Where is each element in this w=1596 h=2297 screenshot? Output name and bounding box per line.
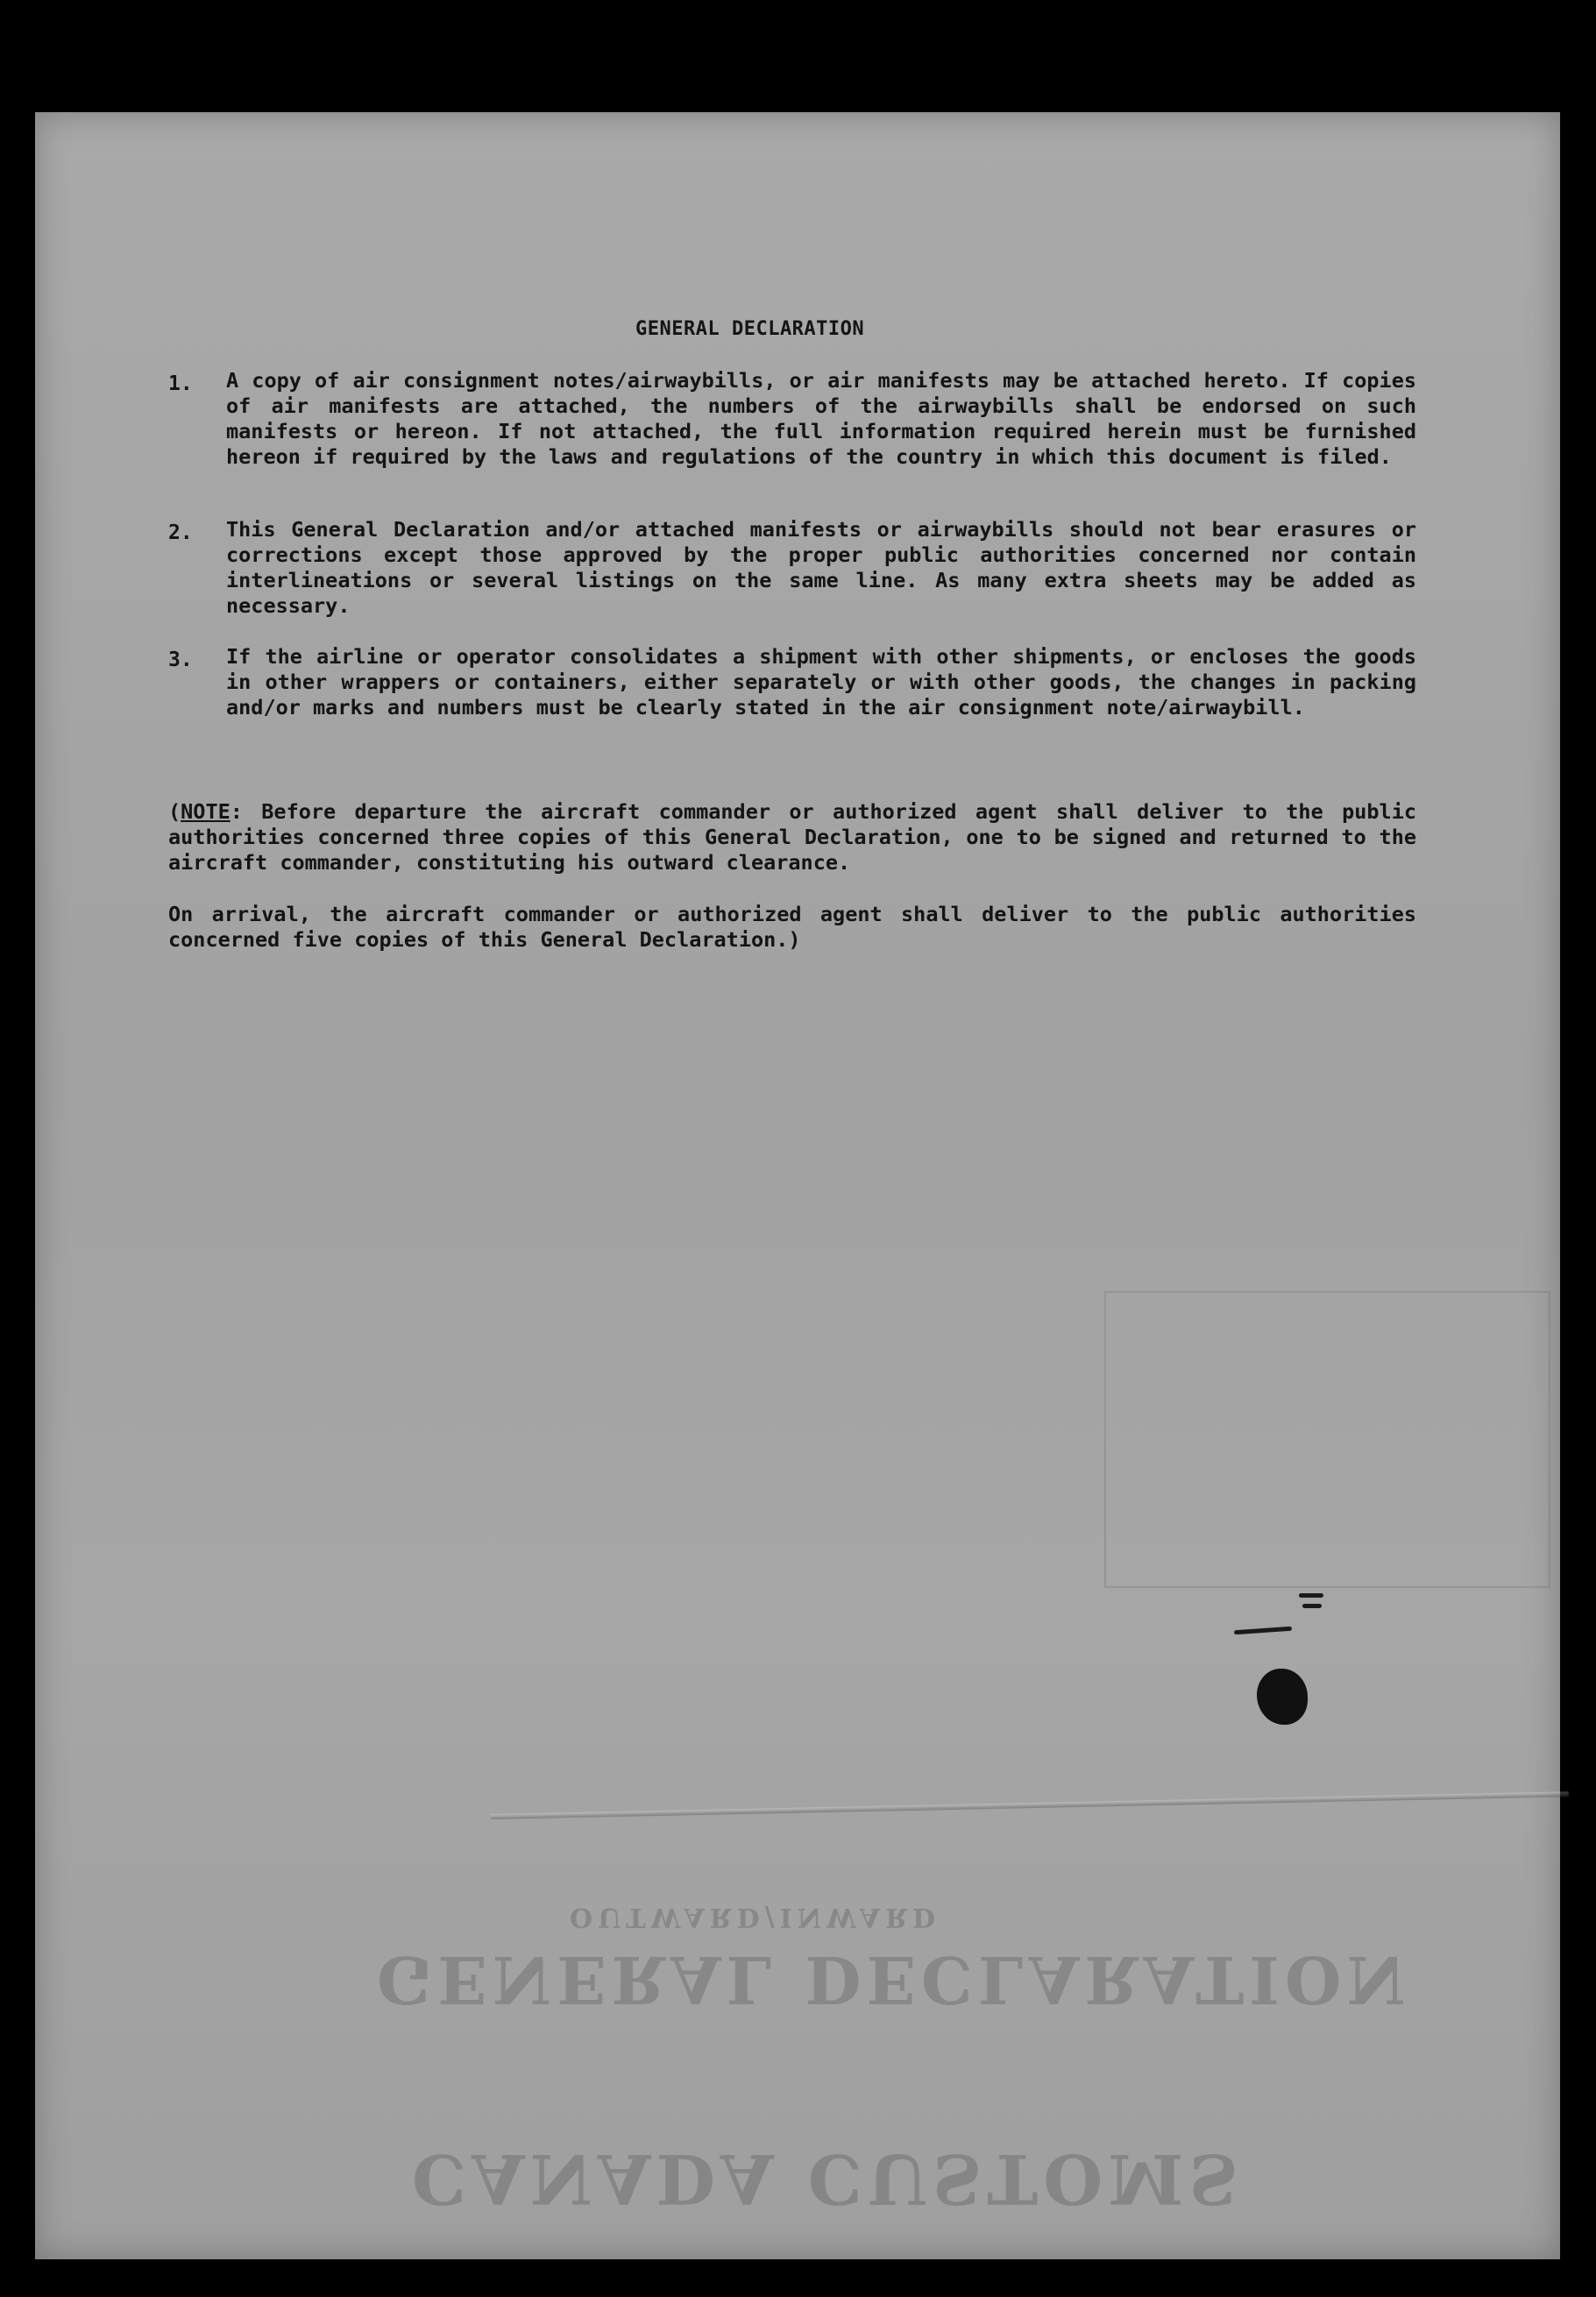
declaration-item-3: If the airline or operator consolidates a shipment with other shipments, or encloses the goods in other wrappers or containers, either separately or with other goods, the changes in packing and/or marks and numbers must be clearly stated in the air consignment note/airwaybill. <box>226 644 1416 720</box>
bleed-through-text: CANADA CUSTOMS <box>412 2138 1244 2218</box>
item-number: 2. <box>168 521 193 544</box>
note-text: : Before departure the aircraft commander or authorized agent shall deliver to the public authorities concerned three copies of this General Declaration, one to be signed and returned to the aircraft commander, constituting his outward clearance. <box>168 799 1416 875</box>
note-label: NOTE <box>181 799 231 824</box>
note-open-paren: ( <box>168 799 181 824</box>
declaration-item-1: A copy of air consignment notes/airwaybills, or air manifests may be attached hereto. If copies of air manifests are attached, the numbers of the airwaybills shall be endorsed on such manifests or hereon. If not attached, the full information required herein must be furnished hereon if required by the laws and regulations of the country in which this document is filed. <box>226 368 1416 469</box>
arrival-paragraph: On arrival, the aircraft commander or authorized agent shall deliver to the public authorities concerned five copies of this General Declaration.) <box>168 902 1416 952</box>
note-paragraph <box>168 799 1416 876</box>
declaration-item-2: This General Declaration and/or attached manifests or airwaybills should not bear erasures or corrections except those approved by the proper public authorities concerned nor contain interlineations or several listings on the same line. As many extra sheets may be added as necessary. <box>226 517 1416 618</box>
bleed-through-text: GENERAL DECLARATION <box>377 1941 1411 2017</box>
document-title: GENERAL DECLARATION <box>635 318 865 340</box>
item-number: 3. <box>168 649 193 671</box>
item-number: 1. <box>168 372 193 395</box>
bleed-through-text: OUTWARD/INWARD <box>570 1902 941 1932</box>
